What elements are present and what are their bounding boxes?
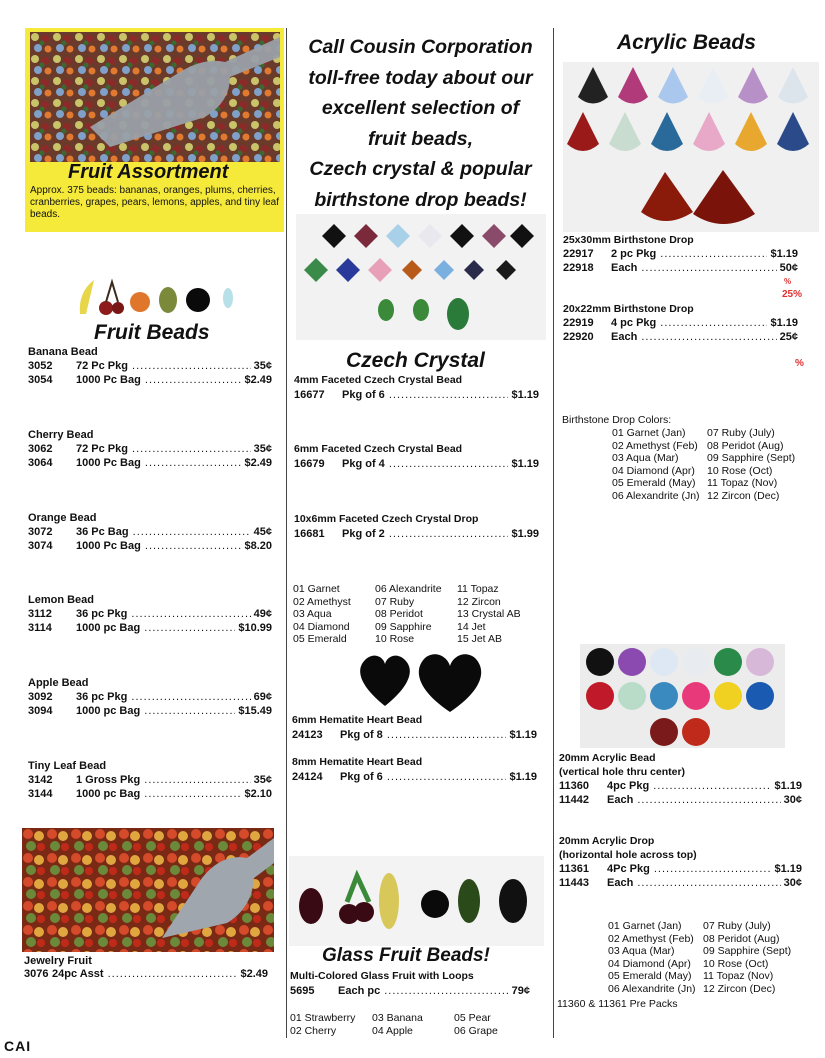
product-row-sku: 11443 xyxy=(559,877,589,889)
color-option: 05 Emerald (May) xyxy=(612,477,696,489)
product-row-price: 30¢ xyxy=(783,794,802,806)
birthstone-drop-photo xyxy=(563,62,819,232)
product-row xyxy=(28,457,272,469)
product-row xyxy=(28,360,272,372)
product-row xyxy=(559,780,802,792)
product-name: Tiny Leaf Bead xyxy=(28,760,107,772)
acrylic-bead-image xyxy=(580,644,785,748)
product-row-price: $1.19 xyxy=(511,458,539,470)
color-option: 14 Jet xyxy=(457,620,486,633)
product-row-price: 35¢ xyxy=(253,360,272,372)
product-row xyxy=(294,458,539,470)
product-row xyxy=(559,794,802,806)
product-row-sku: 22917 xyxy=(563,248,594,260)
product-row xyxy=(563,331,798,343)
intro-line: excellent selection of xyxy=(321,97,520,119)
color-option: 01 Garnet (Jan) xyxy=(612,427,686,439)
color-option: 07 Ruby xyxy=(375,595,415,608)
product-row-sku: 3114 xyxy=(28,622,52,634)
product-row xyxy=(28,443,272,455)
product-row-sku: 3092 xyxy=(28,691,53,703)
color-option: 02 Amethyst (Feb) xyxy=(608,932,694,945)
glass-fruit-row xyxy=(290,985,530,997)
column-divider-2 xyxy=(553,28,554,1038)
product-row-price: $10.99 xyxy=(238,622,272,634)
color-option: 15 Jet AB xyxy=(457,633,502,645)
color-option: 03 Aqua xyxy=(293,608,332,620)
product-row-sku: 22919 xyxy=(563,317,594,329)
product-row-desc: 4pc Pkg ..... xyxy=(607,780,771,792)
product-row-sku: 16681 xyxy=(294,528,325,540)
glass-fruit-sku: 5695 xyxy=(290,985,315,997)
product-row xyxy=(28,608,272,620)
product-name: Lemon Bead xyxy=(28,594,95,606)
color-option: 09 Sapphire (Sept) xyxy=(707,452,796,464)
product-row xyxy=(28,374,272,386)
product-row-price: 25¢ xyxy=(779,331,798,343)
intro-text xyxy=(288,32,553,215)
product-row-desc: 1000 pc Bag ..... xyxy=(76,788,241,800)
color-option: 04 Diamond xyxy=(293,620,350,633)
glass-fruit-desc: Each pc ..... xyxy=(338,985,509,997)
glass-fruit-name: Multi-Colored Glass Fruit with Loops xyxy=(290,970,474,982)
product-row-desc: 1000 Pc Bag ..... xyxy=(76,374,241,386)
glass-fruit-price: 79¢ xyxy=(511,985,530,997)
product-row-desc: Pkg of 2 ..... xyxy=(342,528,508,540)
lemon-bead-icon xyxy=(159,287,177,313)
product-row-desc: Each ..... xyxy=(611,262,777,274)
fruit-assortment-title: Fruit Assortment xyxy=(68,161,229,183)
product-row-desc: 1000 Pc Bag ..... xyxy=(76,540,241,552)
acrylic-beads-title: Acrylic Beads xyxy=(617,31,756,54)
color-option: 13 Crystal AB xyxy=(457,608,521,620)
czech-crystal-photo xyxy=(296,214,546,340)
product-row-desc: Each ..... xyxy=(607,877,781,889)
fruit-beads-title: Fruit Beads xyxy=(94,321,210,344)
acrylic-colors-list xyxy=(608,920,803,995)
color-option: 06 Alexandrite (Jn) xyxy=(608,982,696,995)
heart-6mm-icon xyxy=(360,656,410,706)
color-option: 02 Amethyst xyxy=(293,595,351,608)
color-option: 04 Apple xyxy=(372,1024,413,1037)
product-row-sku: 3072 xyxy=(28,526,53,538)
product-row-desc: 1000 pc Bag ..... xyxy=(76,622,235,634)
drop25-note-1: % xyxy=(784,277,792,286)
product-row xyxy=(559,877,802,889)
product-row-price: 49¢ xyxy=(253,608,272,620)
product-row-desc: 72 Pc Pkg ..... xyxy=(76,443,251,455)
product-row-sku: 3144 xyxy=(28,788,53,800)
product-row-desc: Pkg of 8 ..... xyxy=(340,729,506,741)
glass-fruit-photo xyxy=(289,856,544,946)
drop20-note: % xyxy=(795,358,804,369)
intro-line: birthstone drop beads! xyxy=(314,188,527,211)
product-row-sku: 3094 xyxy=(28,705,53,717)
product-row-sku: 16679 xyxy=(294,458,325,470)
product-row-sku: 22920 xyxy=(563,331,594,343)
product-row-sku: 3052 xyxy=(28,360,53,372)
glass-fruit-image xyxy=(289,856,544,946)
product-row-desc: Pkg of 4 ..... xyxy=(342,458,508,470)
product-row-sku: 24123 xyxy=(292,729,323,741)
color-option: 09 Sapphire (Sept) xyxy=(703,945,792,957)
product-name: 6mm Faceted Czech Crystal Bead xyxy=(294,443,463,455)
color-option: 08 Peridot xyxy=(375,608,423,620)
color-option: 06 Alexandrite xyxy=(375,583,442,595)
product-row-sku: 24124 xyxy=(292,771,323,783)
color-option: 07 Ruby (July) xyxy=(703,920,771,932)
color-option: 10 Rose (Oct) xyxy=(703,957,769,970)
apple-bead-icon xyxy=(186,288,210,312)
product-row-price: 50¢ xyxy=(779,262,798,274)
color-option: 12 Zircon xyxy=(457,595,501,608)
product-row-sku: 3112 xyxy=(28,608,52,620)
product-row-desc: Pkg of 6 ..... xyxy=(342,389,508,401)
product-row-price: 35¢ xyxy=(253,774,272,786)
color-option: 06 Grape xyxy=(454,1024,498,1037)
color-option: 09 Sapphire xyxy=(375,620,432,633)
product-subtitle: (horizontal hole across top) xyxy=(559,849,697,861)
glass-fruit-icons xyxy=(299,873,527,929)
product-row-sku: 3054 xyxy=(28,374,53,386)
product-row-sku: 3074 xyxy=(28,540,53,552)
product-row-price: $1.19 xyxy=(774,863,802,875)
intro-line: fruit beads, xyxy=(367,127,474,150)
heart-8mm-icon xyxy=(419,654,481,712)
product-row-price: $2.49 xyxy=(244,457,272,469)
product-row xyxy=(292,729,537,741)
product-row-price: 30¢ xyxy=(783,877,802,889)
color-option: 11 Topaz (Nov) xyxy=(707,477,778,489)
product-row-desc: 36 pc Pkg ..... xyxy=(76,691,251,703)
product-row-sku: 3142 xyxy=(28,774,53,786)
banana-bead-icon xyxy=(80,280,94,314)
color-option: 04 Diamond (Apr) xyxy=(612,464,695,477)
product-row xyxy=(28,691,272,703)
color-option: 10 Rose xyxy=(375,633,415,645)
product-row-price: 69¢ xyxy=(253,691,272,703)
product-row xyxy=(563,262,798,274)
color-option: 05 Emerald xyxy=(293,633,347,645)
product-row-sku: 11360 xyxy=(559,780,589,792)
product-row-price: $1.19 xyxy=(509,729,537,741)
czech-crystal-title: Czech Crystal xyxy=(346,349,485,372)
column-divider-1 xyxy=(286,28,287,1038)
product-subtitle: (vertical hole thru center) xyxy=(559,766,686,778)
product-row-price: $1.19 xyxy=(511,389,539,401)
product-name: 8mm Hematite Heart Bead xyxy=(292,756,423,768)
color-option: 01 Garnet (Jan) xyxy=(608,920,682,932)
product-name: Cherry Bead xyxy=(28,429,94,441)
product-row xyxy=(294,389,539,401)
page-number: CAI xyxy=(4,1038,32,1054)
prepacks-note: 11360 & 11361 Pre Packs xyxy=(557,998,678,1010)
product-row-desc: 36 Pc Bag ..... xyxy=(76,526,251,538)
product-row-desc: Each ..... xyxy=(611,331,777,343)
color-option: 05 Pear xyxy=(454,1012,491,1024)
product-row-desc: 1 Gross Pkg ..... xyxy=(76,774,251,786)
product-row-price: $1.19 xyxy=(509,771,537,783)
color-option: 08 Peridot (Aug) xyxy=(703,932,780,945)
jewelry-fruit-row xyxy=(24,968,268,980)
product-row-desc: 2 pc Pkg ..... xyxy=(611,248,767,260)
hematite-hearts-image xyxy=(355,652,500,714)
product-row-price: $8.20 xyxy=(244,540,272,552)
acrylic-bead-photo xyxy=(580,644,785,748)
product-row-price: 35¢ xyxy=(253,443,272,455)
color-option: 05 Emerald (May) xyxy=(608,970,692,982)
product-row-sku: 22918 xyxy=(563,262,594,274)
color-option: 07 Ruby (July) xyxy=(707,427,775,439)
product-row-sku: 3064 xyxy=(28,457,53,469)
product-row-desc: Pkg of 6 ..... xyxy=(340,771,506,783)
product-row-price: $1.19 xyxy=(770,248,798,260)
product-name: Apple Bead xyxy=(28,677,89,689)
product-name: Orange Bead xyxy=(28,512,97,524)
product-name: 20x22mm Birthstone Drop xyxy=(563,303,694,315)
glass-fruit-title: Glass Fruit Beads! xyxy=(322,945,490,966)
color-option: 11 Topaz (Nov) xyxy=(703,970,774,982)
crystal-bead-icons xyxy=(304,224,534,330)
acrylic-bead-icons xyxy=(586,648,774,746)
czech-crystal-colors xyxy=(293,583,543,646)
product-row xyxy=(28,540,272,552)
product-name: Banana Bead xyxy=(28,346,98,358)
color-option: 03 Aqua (Mar) xyxy=(608,945,675,957)
product-row xyxy=(563,317,798,329)
fruit-assortment-photo xyxy=(30,32,280,162)
jewelry-fruit-sku: 3076 xyxy=(24,968,49,980)
leaf-bead-icon xyxy=(223,288,233,308)
birthstone-colors-heading: Birthstone Drop Colors: xyxy=(562,414,672,426)
product-row-desc: 72 Pc Pkg ..... xyxy=(76,360,251,372)
color-option: 03 Banana xyxy=(372,1012,423,1024)
color-option: 08 Peridot (Aug) xyxy=(707,439,784,452)
birthstone-drop-image xyxy=(563,62,819,232)
product-row xyxy=(559,863,802,875)
color-option: 01 Strawberry xyxy=(290,1012,356,1024)
color-option: 02 Cherry xyxy=(290,1024,337,1037)
product-row-price: $1.19 xyxy=(770,317,798,329)
fruit-assortment-photo-image xyxy=(30,32,280,162)
product-name: 4mm Faceted Czech Crystal Bead xyxy=(294,374,463,386)
birthstone-colors-list xyxy=(612,427,807,502)
drop25-note-2: 25% xyxy=(782,289,803,300)
product-row-price: $2.49 xyxy=(244,374,272,386)
orange-bead-icon xyxy=(130,292,150,312)
cherry-bead-icon xyxy=(99,282,124,315)
color-option: 06 Alexandrite (Jn) xyxy=(612,489,700,502)
czech-crystal-image xyxy=(296,214,546,340)
product-name: 10x6mm Faceted Czech Crystal Drop xyxy=(294,513,479,525)
product-row-price: $1.19 xyxy=(774,780,802,792)
color-option: 12 Zircon (Dec) xyxy=(703,982,776,995)
color-option: 12 Zircon (Dec) xyxy=(707,489,780,502)
color-option: 11 Topaz xyxy=(457,583,499,595)
product-row-price: $15.49 xyxy=(238,705,272,717)
product-row xyxy=(292,771,537,783)
product-row-sku: 11361 xyxy=(559,863,589,875)
product-row-sku: 11442 xyxy=(559,794,589,806)
product-row xyxy=(28,788,272,800)
product-name: 20mm Acrylic Bead xyxy=(559,752,656,764)
product-row xyxy=(28,622,272,634)
product-name: 6mm Hematite Heart Bead xyxy=(292,714,423,726)
jewelry-fruit-photo-image xyxy=(22,828,274,952)
product-row-price: $2.10 xyxy=(244,788,272,800)
color-option: 10 Rose (Oct) xyxy=(707,464,773,477)
jewelry-fruit-desc: 24pc Asst ..... xyxy=(52,968,237,980)
product-row-desc: 4 pc Pkg ..... xyxy=(611,317,767,329)
product-row-price: $1.99 xyxy=(511,528,539,540)
product-row xyxy=(294,528,539,540)
product-row-desc: 4Pc Pkg ..... xyxy=(607,863,771,875)
fruit-assortment-desc: Approx. 375 beads: bananas, oranges, plums, cherries, cranberries, grapes, pears, lemons, apples, and tiny leaf beads. xyxy=(30,185,280,220)
product-name: 20mm Acrylic Drop xyxy=(559,835,655,847)
product-row xyxy=(28,705,272,717)
jewelry-fruit-name: Jewelry Fruit xyxy=(24,955,92,967)
product-row-desc: 1000 Pc Bag ..... xyxy=(76,457,241,469)
birthstone-drop-icons xyxy=(567,67,809,224)
color-option: 02 Amethyst (Feb) xyxy=(612,439,698,452)
product-row xyxy=(28,526,272,538)
product-row-price: 45¢ xyxy=(253,526,272,538)
color-option: 01 Garnet xyxy=(293,583,340,595)
product-row-desc: 36 pc Pkg ..... xyxy=(76,608,251,620)
intro-line: Czech crystal & popular xyxy=(309,158,532,180)
product-row xyxy=(28,774,272,786)
product-row-desc: Each ..... xyxy=(607,794,781,806)
product-row-sku: 3062 xyxy=(28,443,53,455)
intro-line: toll-free today about our xyxy=(308,66,533,89)
color-option: 03 Aqua (Mar) xyxy=(612,452,679,464)
jewelry-fruit-price: $2.49 xyxy=(240,968,268,980)
product-row xyxy=(563,248,798,260)
product-name: 25x30mm Birthstone Drop xyxy=(563,234,694,246)
glass-fruit-colors xyxy=(290,1012,540,1037)
fruit-beads-image xyxy=(68,272,253,320)
intro-line: Call Cousin Corporation xyxy=(308,36,533,58)
product-row-desc: 1000 pc Bag ..... xyxy=(76,705,235,717)
color-option: 04 Diamond (Apr) xyxy=(608,957,691,970)
product-row-sku: 16677 xyxy=(294,389,325,401)
jewelry-fruit-photo xyxy=(22,828,274,952)
